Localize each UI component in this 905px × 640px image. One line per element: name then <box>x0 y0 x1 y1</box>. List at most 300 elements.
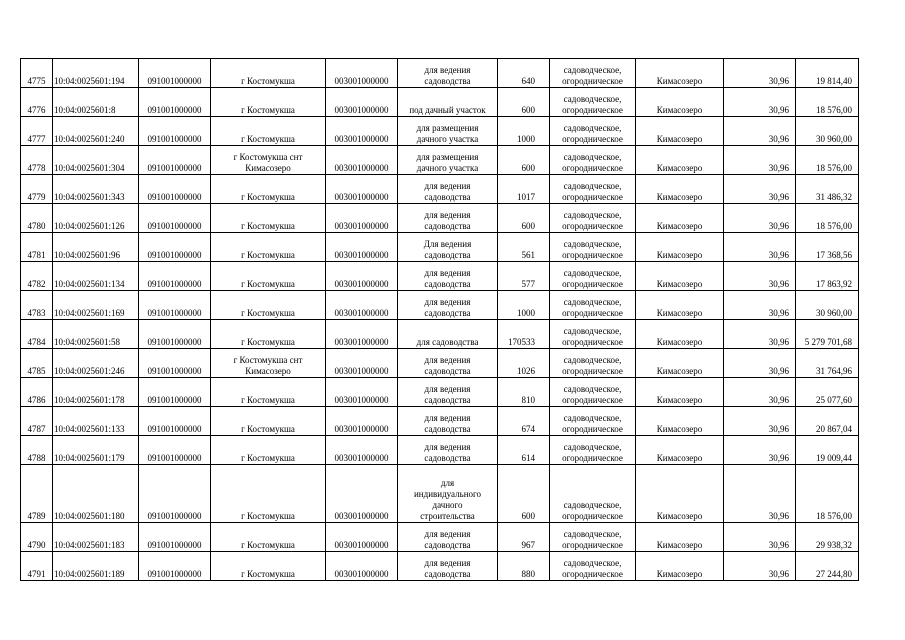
area-value-cell <box>498 262 550 291</box>
land-use-kind-cell <box>550 59 636 88</box>
permitted-use-line: садоводства <box>424 308 471 318</box>
specific-value-rate-cell <box>724 378 796 407</box>
locality-line: г Костомукша <box>241 395 295 405</box>
locality-line: г Костомукша <box>241 308 295 318</box>
oktmo-code: 003001000000 <box>334 337 389 347</box>
permitted-use-line: дачного <box>432 500 463 510</box>
cadastral-value: 18 576,00 <box>816 163 852 173</box>
cadastral-zone-cell <box>636 465 724 523</box>
area-value-cell <box>498 349 550 378</box>
cadastral-value-cell <box>796 465 859 523</box>
land-use-kind-line: садоводческое, <box>563 500 622 510</box>
locality-cell <box>211 436 326 465</box>
permitted-use-line: для ведения <box>424 355 471 365</box>
row-number-cell <box>21 407 53 436</box>
permitted-use-line: садоводства <box>424 250 471 260</box>
area-value: 967 <box>521 540 535 550</box>
specific-value-rate-cell <box>724 320 796 349</box>
cadastral-value-cell <box>796 523 859 552</box>
land-use-kind-line: садоводческое, <box>563 442 622 452</box>
oktmo-code: 003001000000 <box>334 395 389 405</box>
cadastral-zone: Кимасозеро <box>656 308 703 318</box>
permitted-use-line: садоводства <box>424 366 471 376</box>
locality-cell <box>211 88 326 117</box>
okato-code: 091001000000 <box>147 250 202 260</box>
permitted-use-cell <box>398 88 498 117</box>
area-value: 1026 <box>517 366 535 376</box>
specific-value-rate-cell <box>724 291 796 320</box>
locality-cell <box>211 117 326 146</box>
area-value-cell <box>498 320 550 349</box>
cadastral-zone: Кимасозеро <box>656 105 703 115</box>
table-row <box>21 552 859 581</box>
oktmo-code: 003001000000 <box>334 366 389 376</box>
locality-line: г Костомукша <box>241 192 295 202</box>
oktmo-code: 003001000000 <box>334 250 389 260</box>
locality-cell <box>211 204 326 233</box>
cadastral-value: 18 576,00 <box>816 221 852 231</box>
land-use-kind-cell <box>550 117 636 146</box>
cadastral-number-cell <box>53 552 139 581</box>
cadastral-number-cell <box>53 465 139 523</box>
area-value: 810 <box>521 395 535 405</box>
specific-value-rate-cell <box>724 146 796 175</box>
cadastral-zone: Кимасозеро <box>656 366 703 376</box>
row-number-cell <box>21 146 53 175</box>
oktmo-code-cell <box>326 465 398 523</box>
cadastral-number: 10:04:0025601:179 <box>54 453 125 463</box>
cadastral-zone-cell <box>636 552 724 581</box>
land-use-kind-line: огородническое <box>562 76 623 86</box>
cadastral-value-cell <box>796 262 859 291</box>
row-number-cell <box>21 436 53 465</box>
okato-code: 091001000000 <box>147 105 202 115</box>
oktmo-code: 003001000000 <box>334 540 389 550</box>
specific-value-rate: 30,96 <box>768 366 789 376</box>
cadastral-zone-cell <box>636 436 724 465</box>
specific-value-rate-cell <box>724 436 796 465</box>
cadastral-value-cell <box>796 407 859 436</box>
specific-value-rate-cell <box>724 233 796 262</box>
oktmo-code-cell <box>326 320 398 349</box>
table-row <box>21 88 859 117</box>
cadastral-value: 30 960,00 <box>816 308 852 318</box>
cadastral-number-cell <box>53 233 139 262</box>
row-number-cell <box>21 291 53 320</box>
permitted-use-line: индивидуального <box>413 489 481 499</box>
oktmo-code: 003001000000 <box>334 221 389 231</box>
specific-value-rate: 30,96 <box>768 221 789 231</box>
row-number: 4791 <box>27 569 46 579</box>
area-value: 561 <box>521 250 535 260</box>
okato-code-cell <box>139 146 211 175</box>
area-value: 1000 <box>517 308 535 318</box>
oktmo-code-cell <box>326 233 398 262</box>
land-use-kind-line: огородническое <box>562 511 623 521</box>
permitted-use-line: для ведения <box>424 558 471 568</box>
locality-line: г Костомукша <box>241 250 295 260</box>
cadastral-value-cell <box>796 436 859 465</box>
cadastral-value: 31 486,32 <box>816 192 852 202</box>
land-use-kind-line: огородническое <box>562 453 623 463</box>
locality-line: г Костомукша снт <box>233 355 303 365</box>
cadastral-value-cell <box>796 146 859 175</box>
permitted-use-cell <box>398 523 498 552</box>
specific-value-rate: 30,96 <box>768 163 789 173</box>
oktmo-code-cell <box>326 59 398 88</box>
specific-value-rate-cell <box>724 552 796 581</box>
specific-value-rate: 30,96 <box>768 308 789 318</box>
cadastral-zone: Кимасозеро <box>656 395 703 405</box>
land-use-kind-line: огородническое <box>562 366 623 376</box>
area-value-cell <box>498 523 550 552</box>
locality-line: г Костомукша <box>241 540 295 550</box>
row-number-cell <box>21 262 53 291</box>
land-use-kind-line: огородническое <box>562 279 623 289</box>
table-row <box>21 291 859 320</box>
table-row <box>21 378 859 407</box>
specific-value-rate: 30,96 <box>768 540 789 550</box>
cadastral-number: 10:04:0025601:178 <box>54 395 125 405</box>
area-value: 600 <box>521 163 535 173</box>
okato-code-cell <box>139 59 211 88</box>
okato-code-cell <box>139 175 211 204</box>
specific-value-rate: 30,96 <box>768 453 789 463</box>
cadastral-value-cell <box>796 88 859 117</box>
locality-cell <box>211 291 326 320</box>
cadastral-number-cell <box>53 59 139 88</box>
cadastral-number: 10:04:0025601:194 <box>54 76 125 86</box>
permitted-use-line: для <box>440 478 455 488</box>
cadastral-value: 17 863,92 <box>816 279 852 289</box>
cadastral-number: 10:04:0025601:58 <box>54 337 121 347</box>
oktmo-code: 003001000000 <box>334 424 389 434</box>
row-number-cell <box>21 349 53 378</box>
oktmo-code-cell <box>326 349 398 378</box>
locality-cell <box>211 349 326 378</box>
permitted-use-cell <box>398 436 498 465</box>
cadastral-value: 17 368,56 <box>816 250 852 260</box>
row-number-cell <box>21 204 53 233</box>
land-use-kind-line: огородническое <box>562 540 623 550</box>
cadastral-value: 31 764,96 <box>816 366 852 376</box>
permitted-use-cell <box>398 349 498 378</box>
row-number-cell <box>21 320 53 349</box>
cadastral-value: 20 867,04 <box>816 424 852 434</box>
area-value-cell <box>498 146 550 175</box>
oktmo-code-cell <box>326 262 398 291</box>
locality-line: г Костомукша <box>241 569 295 579</box>
land-use-kind-line: огородническое <box>562 424 623 434</box>
permitted-use-cell <box>398 146 498 175</box>
area-value-cell <box>498 204 550 233</box>
table-row <box>21 407 859 436</box>
permitted-use-line: для ведения <box>424 65 471 75</box>
area-value: 600 <box>521 511 535 521</box>
cadastral-zone: Кимасозеро <box>656 279 703 289</box>
permitted-use-cell <box>398 117 498 146</box>
cadastral-zone-cell <box>636 175 724 204</box>
land-use-kind-line: огородническое <box>562 569 623 579</box>
oktmo-code: 003001000000 <box>334 453 389 463</box>
cadastral-value-cell <box>796 59 859 88</box>
cadastral-number: 10:04:0025601:246 <box>54 366 125 376</box>
okato-code: 091001000000 <box>147 540 202 550</box>
permitted-use-line: для ведения <box>424 413 471 423</box>
area-value: 1017 <box>517 192 535 202</box>
table-row <box>21 59 859 88</box>
cadastral-zone-cell <box>636 378 724 407</box>
land-use-kind-line: садоводческое, <box>563 181 622 191</box>
oktmo-code: 003001000000 <box>334 308 389 318</box>
row-number-cell <box>21 175 53 204</box>
permitted-use-line: для ведения <box>424 210 471 220</box>
table-row <box>21 175 859 204</box>
locality-line: г Костомукша <box>241 453 295 463</box>
area-value-cell <box>498 88 550 117</box>
table-row <box>21 436 859 465</box>
area-value: 600 <box>521 105 535 115</box>
permitted-use-line: для ведения <box>424 181 471 191</box>
cadastral-number: 10:04:0025601:134 <box>54 279 125 289</box>
table-row <box>21 465 859 523</box>
land-use-kind-cell <box>550 523 636 552</box>
cadastral-zone-cell <box>636 349 724 378</box>
permitted-use-line: для ведения <box>424 442 471 452</box>
okato-code: 091001000000 <box>147 511 202 521</box>
specific-value-rate: 30,96 <box>768 76 789 86</box>
permitted-use-cell <box>398 59 498 88</box>
okato-code-cell <box>139 465 211 523</box>
permitted-use-line: садоводства <box>424 540 471 550</box>
cadastral-zone-cell <box>636 204 724 233</box>
land-use-kind-line: огородническое <box>562 163 623 173</box>
permitted-use-line: для садоводства <box>416 337 479 347</box>
specific-value-rate-cell <box>724 88 796 117</box>
locality-line: г Костомукша <box>241 279 295 289</box>
land-use-kind-line: садоводческое, <box>563 297 622 307</box>
cadastral-value: 18 576,00 <box>816 105 852 115</box>
cadastral-zone-cell <box>636 320 724 349</box>
oktmo-code-cell <box>326 436 398 465</box>
land-use-kind-line: садоводческое, <box>563 94 622 104</box>
specific-value-rate: 30,96 <box>768 105 789 115</box>
row-number: 4788 <box>27 453 46 463</box>
row-number: 4789 <box>27 511 46 521</box>
specific-value-rate: 30,96 <box>768 395 789 405</box>
land-use-kind-line: огородническое <box>562 221 623 231</box>
cadastral-number: 10:04:0025601:189 <box>54 569 125 579</box>
locality-line: Кимасозеро <box>245 366 291 376</box>
cadastral-zone: Кимасозеро <box>656 221 703 231</box>
row-number-cell <box>21 465 53 523</box>
cadastral-value: 5 279 701,68 <box>804 337 852 347</box>
cadastral-number: 10:04:0025601:126 <box>54 221 125 231</box>
row-number: 4790 <box>27 540 46 550</box>
cadastral-number: 10:04:0025601:133 <box>54 424 125 434</box>
okato-code-cell <box>139 349 211 378</box>
table-row <box>21 117 859 146</box>
land-use-kind-cell <box>550 175 636 204</box>
area-value: 600 <box>521 221 535 231</box>
land-use-kind-cell <box>550 88 636 117</box>
locality-cell <box>211 320 326 349</box>
locality-line: г Костомукша снт <box>233 152 303 162</box>
permitted-use-line: садоводства <box>424 192 471 202</box>
cadastral-zone-cell <box>636 291 724 320</box>
land-use-kind-line: садоводческое, <box>563 355 622 365</box>
specific-value-rate-cell <box>724 117 796 146</box>
locality-cell <box>211 407 326 436</box>
cadastral-value-cell <box>796 320 859 349</box>
okato-code: 091001000000 <box>147 192 202 202</box>
cadastral-zone-cell <box>636 262 724 291</box>
permitted-use-line: садоводства <box>424 76 471 86</box>
land-use-kind-cell <box>550 465 636 523</box>
okato-code: 091001000000 <box>147 453 202 463</box>
land-use-kind-cell <box>550 407 636 436</box>
permitted-use-cell <box>398 262 498 291</box>
cadastral-zone: Кимасозеро <box>656 76 703 86</box>
cadastral-zone: Кимасозеро <box>656 540 703 550</box>
oktmo-code: 003001000000 <box>334 105 389 115</box>
okato-code-cell <box>139 552 211 581</box>
specific-value-rate: 30,96 <box>768 134 789 144</box>
permitted-use-line: садоводства <box>424 453 471 463</box>
specific-value-rate: 30,96 <box>768 250 789 260</box>
locality-cell <box>211 378 326 407</box>
locality-cell <box>211 262 326 291</box>
land-use-kind-cell <box>550 146 636 175</box>
land-use-kind-line: огородническое <box>562 308 623 318</box>
permitted-use-cell <box>398 407 498 436</box>
area-value-cell <box>498 233 550 262</box>
permitted-use-line: для ведения <box>424 384 471 394</box>
row-number-cell <box>21 552 53 581</box>
permitted-use-cell <box>398 204 498 233</box>
cadastral-number: 10:04:0025601:183 <box>54 540 125 550</box>
cadastral-value: 19 009,44 <box>816 453 852 463</box>
okato-code: 091001000000 <box>147 134 202 144</box>
cadastral-value-cell <box>796 175 859 204</box>
cadastral-number-cell <box>53 436 139 465</box>
cadastral-number: 10:04:0025601:304 <box>54 163 125 173</box>
specific-value-rate-cell <box>724 204 796 233</box>
land-use-kind-cell <box>550 436 636 465</box>
cadastral-zone: Кимасозеро <box>656 424 703 434</box>
land-use-kind-line: огородническое <box>562 395 623 405</box>
cadastral-number-cell <box>53 175 139 204</box>
area-value-cell <box>498 175 550 204</box>
cadastral-number: 10:04:0025601:169 <box>54 308 125 318</box>
specific-value-rate-cell <box>724 59 796 88</box>
cadastral-value: 19 814,40 <box>816 76 852 86</box>
land-use-kind-line: садоводческое, <box>563 413 622 423</box>
oktmo-code: 003001000000 <box>334 569 389 579</box>
row-number: 4776 <box>27 105 46 115</box>
row-number: 4779 <box>27 192 46 202</box>
permitted-use-line: садоводства <box>424 279 471 289</box>
cadastral-value: 29 938,32 <box>816 540 852 550</box>
cadastral-value-cell <box>796 349 859 378</box>
land-use-kind-cell <box>550 552 636 581</box>
cadastral-number: 10:04:0025601:180 <box>54 511 125 521</box>
oktmo-code-cell <box>326 552 398 581</box>
land-use-kind-line: огородническое <box>562 105 623 115</box>
okato-code-cell <box>139 436 211 465</box>
permitted-use-line: для ведения <box>424 529 471 539</box>
table-row <box>21 204 859 233</box>
specific-value-rate-cell <box>724 465 796 523</box>
land-cadastral-table <box>20 58 859 581</box>
row-number: 4785 <box>27 366 46 376</box>
cadastral-number: 10:04:0025601:8 <box>54 105 116 115</box>
oktmo-code-cell <box>326 175 398 204</box>
okato-code: 091001000000 <box>147 366 202 376</box>
okato-code: 091001000000 <box>147 76 202 86</box>
cadastral-number-cell <box>53 349 139 378</box>
okato-code-cell <box>139 233 211 262</box>
okato-code-cell <box>139 262 211 291</box>
cadastral-number-cell <box>53 320 139 349</box>
cadastral-zone-cell <box>636 59 724 88</box>
oktmo-code-cell <box>326 523 398 552</box>
cadastral-zone-cell <box>636 407 724 436</box>
oktmo-code: 003001000000 <box>334 163 389 173</box>
permitted-use-line: садоводства <box>424 424 471 434</box>
locality-cell <box>211 175 326 204</box>
cadastral-zone: Кимасозеро <box>656 569 703 579</box>
row-number-cell <box>21 117 53 146</box>
cadastral-number: 10:04:0025601:240 <box>54 134 125 144</box>
specific-value-rate-cell <box>724 262 796 291</box>
land-use-kind-cell <box>550 204 636 233</box>
table-row <box>21 233 859 262</box>
row-number: 4786 <box>27 395 46 405</box>
cadastral-value-cell <box>796 552 859 581</box>
row-number: 4775 <box>27 76 46 86</box>
okato-code-cell <box>139 407 211 436</box>
land-use-kind-line: садоводческое, <box>563 123 622 133</box>
land-use-kind-line: садоводческое, <box>563 268 622 278</box>
okato-code-cell <box>139 523 211 552</box>
permitted-use-line: садоводства <box>424 395 471 405</box>
specific-value-rate: 30,96 <box>768 279 789 289</box>
table-row <box>21 146 859 175</box>
cadastral-value: 25 077,60 <box>816 395 852 405</box>
area-value: 640 <box>521 76 535 86</box>
row-number: 4778 <box>27 163 46 173</box>
cadastral-number-cell <box>53 523 139 552</box>
cadastral-zone-cell <box>636 146 724 175</box>
okato-code: 091001000000 <box>147 337 202 347</box>
cadastral-value-cell <box>796 117 859 146</box>
permitted-use-cell <box>398 552 498 581</box>
row-number: 4777 <box>27 134 46 144</box>
okato-code-cell <box>139 320 211 349</box>
locality-line: г Костомукша <box>241 105 295 115</box>
area-value: 880 <box>521 569 535 579</box>
row-number-cell <box>21 523 53 552</box>
cadastral-number-cell <box>53 146 139 175</box>
cadastral-number: 10:04:0025601:343 <box>54 192 125 202</box>
cadastral-number-cell <box>53 378 139 407</box>
permitted-use-line: для ведения <box>424 268 471 278</box>
land-use-kind-line: садоводческое, <box>563 558 622 568</box>
land-use-kind-line: садоводческое, <box>563 529 622 539</box>
land-use-kind-line: садоводческое, <box>563 384 622 394</box>
locality-line: Кимасозеро <box>245 163 291 173</box>
